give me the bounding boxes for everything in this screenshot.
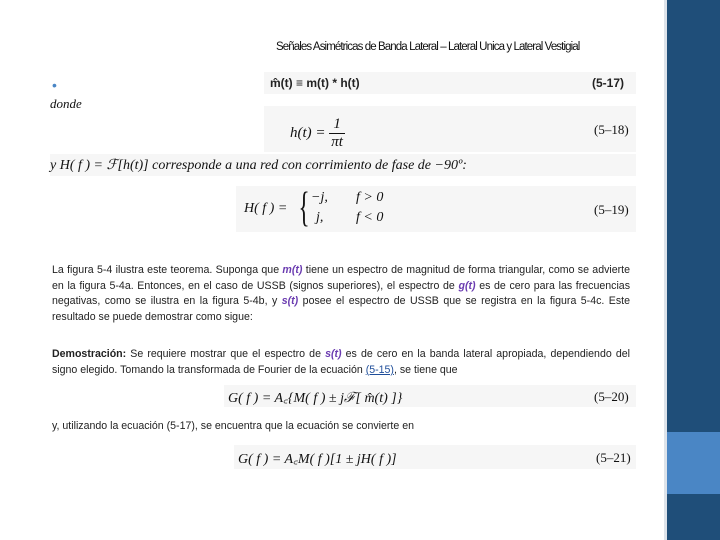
sidebar-accent-block: [667, 432, 720, 494]
network-line: [50, 154, 636, 176]
eq17-rhs: ≡ m(t) * h(t): [296, 76, 360, 90]
paragraph-using-equation: y, utilizando la ecuación (5-17), se encuentra que la ecuación se convierte en: [52, 420, 414, 432]
equation-5-17: [264, 72, 636, 94]
eq19-lhs: H( f ) =: [244, 201, 288, 216]
eq19-number: (5–19): [594, 202, 629, 217]
eq20-text: G( f ) = A꜀{M( f ) ± jℱ[ m̂(t) ]}: [228, 391, 403, 406]
equation-link-5-15[interactable]: (5-15): [365, 363, 394, 376]
eq21-number: (5–21): [596, 450, 631, 465]
brace-symbol: {: [298, 185, 310, 231]
eq19-case2-cond: f < 0: [356, 210, 384, 225]
highlight-s-t: s(t): [281, 295, 299, 308]
demonstration-label: Demostración:: [52, 348, 127, 360]
equation-5-19: [236, 186, 636, 232]
equation-5-20: [224, 385, 636, 407]
paragraph-theorem: La figura 5-4 ilustra este teorema. Suponga que m(t) tiene un espectro de magnitud de forma triangular, como se advierte en la figura 5-4a. Entonces, en el caso de USSB (signos superiores), el espectro de g(t) es de cero para las frecuencias negativas, como se ilustra en la figura 5-4b, y s(t) posee el espectro de USSB que se registra en la figura 5-4c. Este resultado se puede demostrar como sigue:: [52, 264, 630, 324]
eq19-case1-value: −j,: [311, 190, 328, 205]
highlight-m-t: m(t): [282, 264, 303, 276]
equation-5-21: [234, 445, 636, 469]
eq17-number: (5-17): [592, 76, 625, 90]
donde-label: donde: [50, 96, 82, 111]
highlight-s-t-2: s(t): [325, 348, 342, 360]
eq18-fraction: $\frac{1}{\pi t}$: [331, 116, 343, 150]
eq18-lhs: h(t) =: [290, 124, 326, 141]
bullet-icon: •: [52, 77, 57, 93]
eq19-case2-value: j,: [316, 210, 324, 225]
network-line-text: y H( f ) = ℱ[h(t)] corresponde a una red con corrimiento de fase de −90º:: [50, 158, 467, 173]
eq17-lhs: m̂(t): [270, 76, 293, 90]
paragraph-demonstration: Demostración: Se requiere mostrar que el espectro de s(t) es de cero en la banda lateral apropiada, dependiendo del signo elegido. Tomando la transformada de Fourier de la ecuación (5-15), se tiene que: [52, 348, 630, 376]
slide-title: Señales Asimétricas de Banda Lateral – Lateral Unica y Lateral Vestigial: [276, 41, 580, 53]
eq18-number: (5–18): [594, 122, 629, 137]
equation-5-18: [264, 106, 636, 152]
highlight-g-t: g(t): [458, 279, 476, 292]
eq19-case1-cond: f > 0: [356, 190, 384, 205]
eq20-number: (5–20): [594, 389, 629, 404]
eq21-text: G( f ) = A꜀M( f )[1 ± jH( f )]: [238, 452, 397, 467]
